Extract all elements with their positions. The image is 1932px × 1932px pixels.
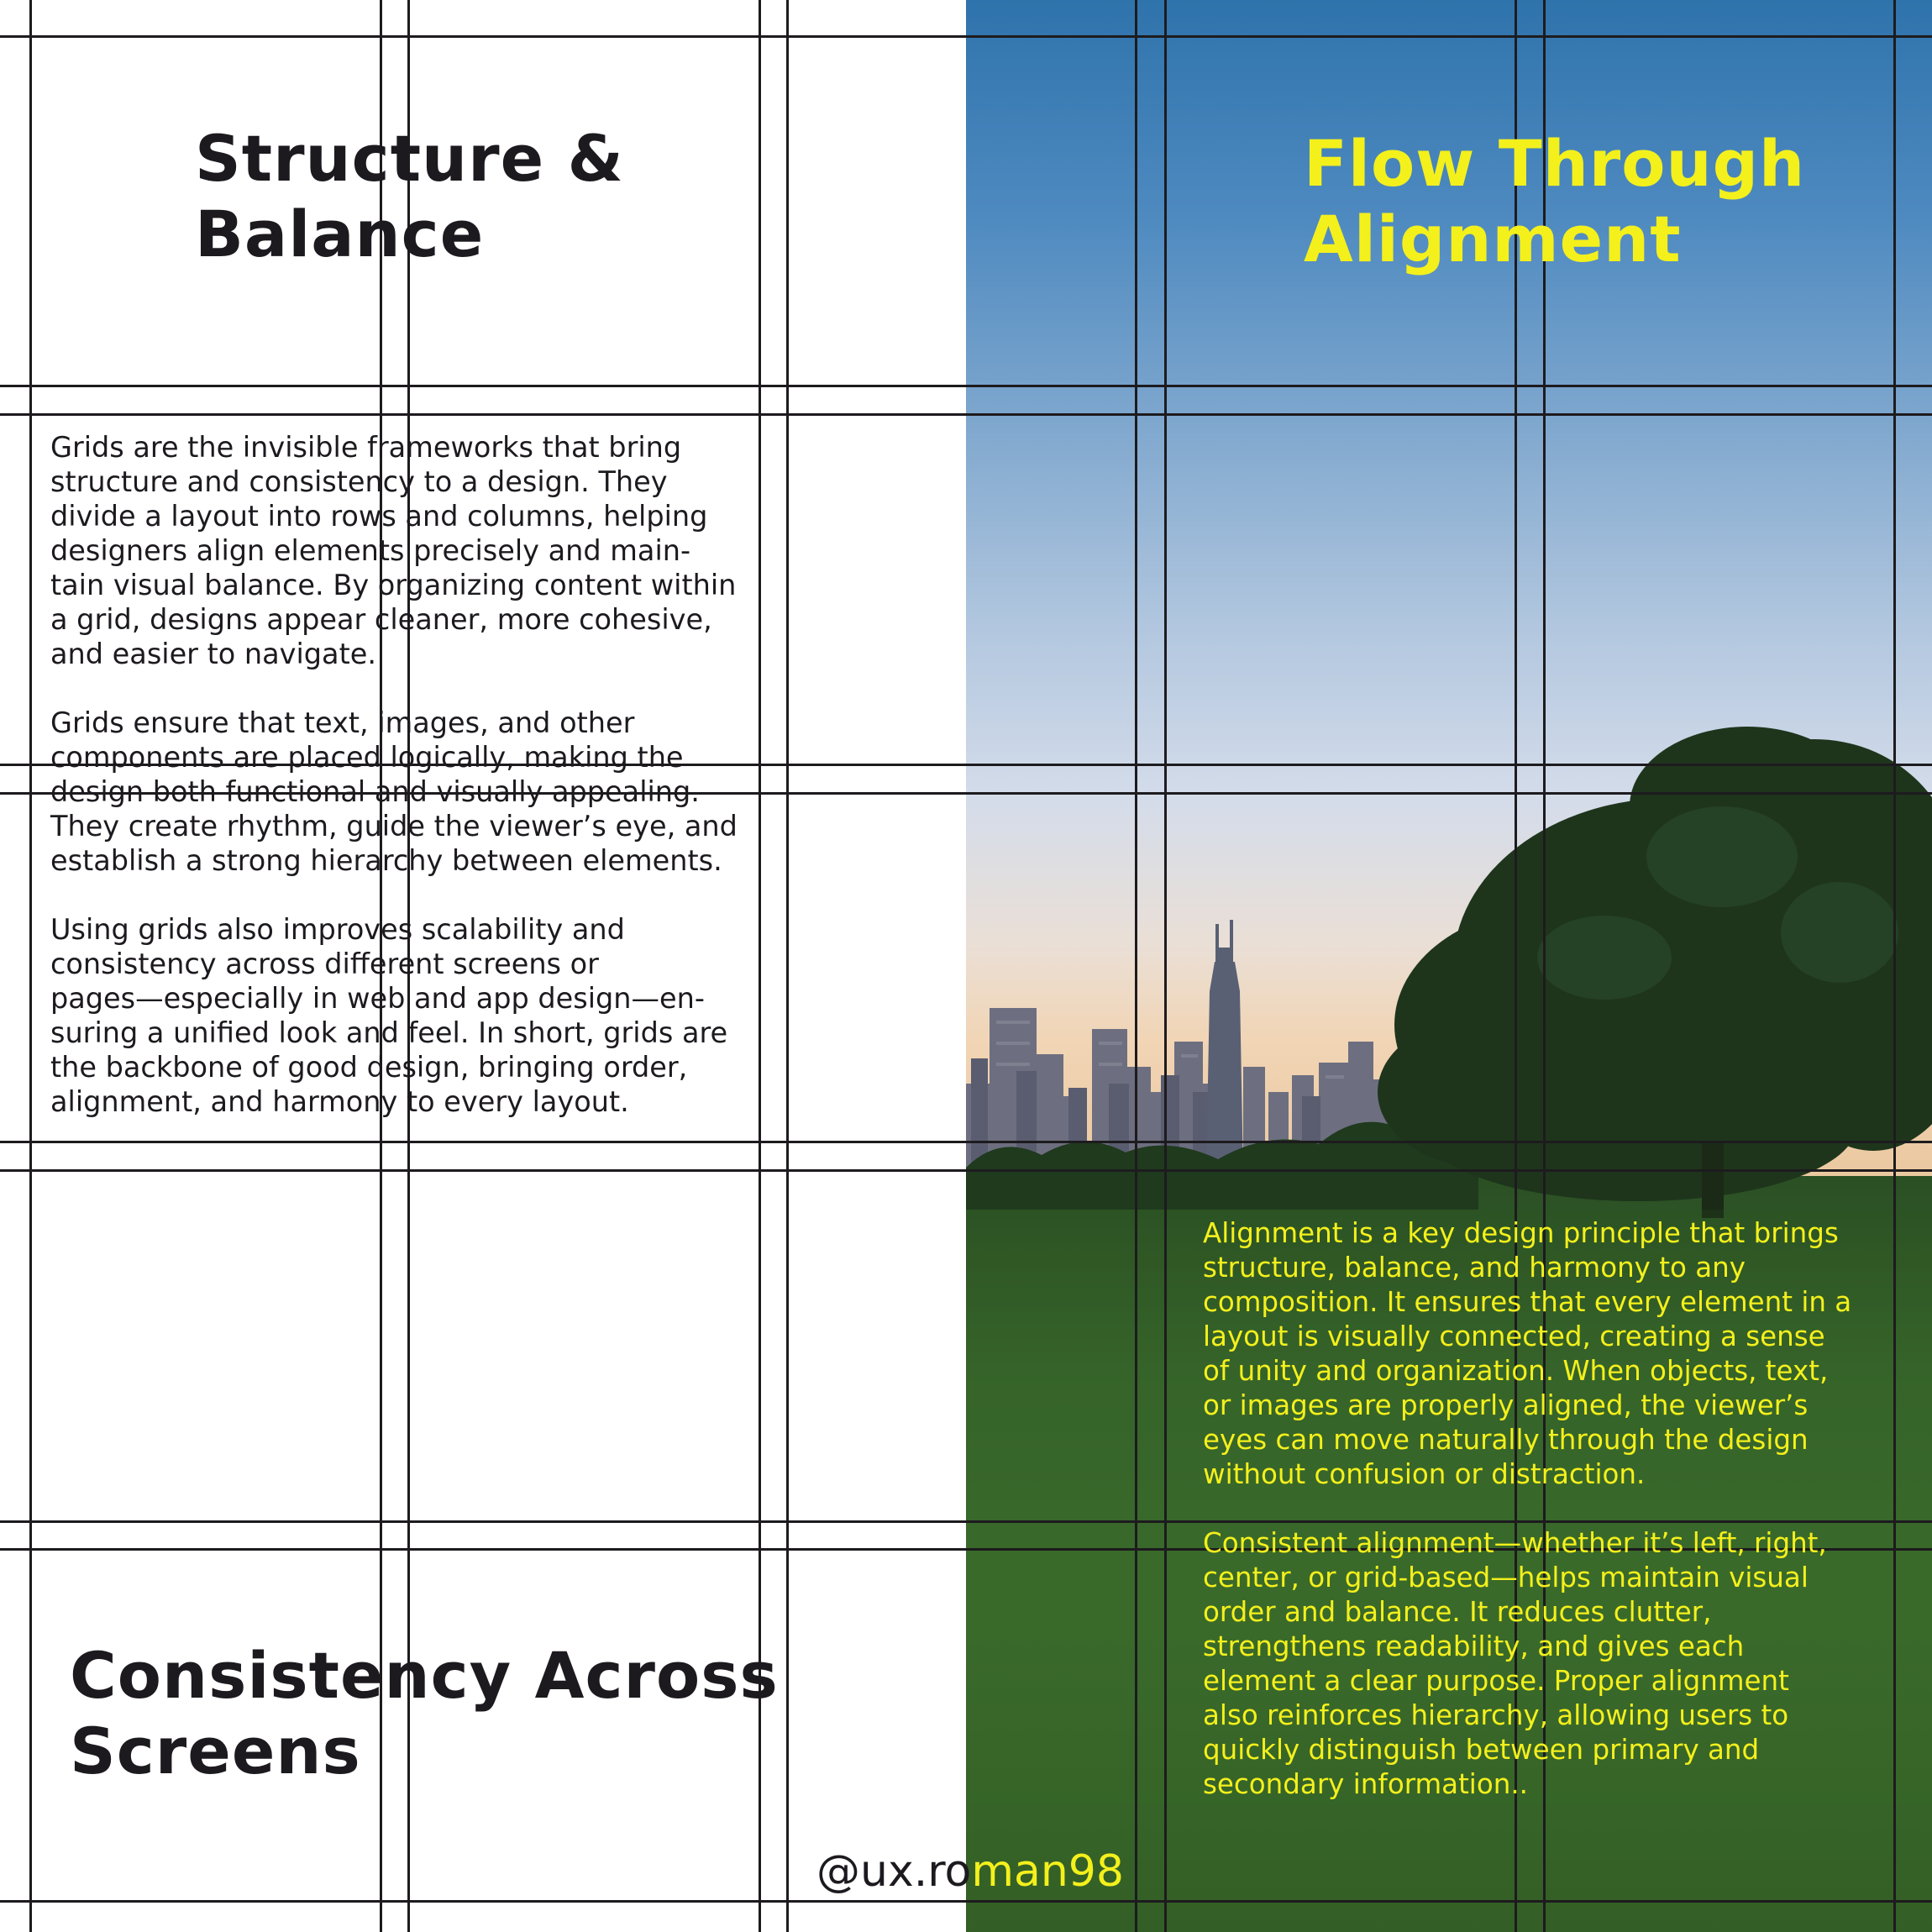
flow-alignment-title: Flow Through Alignment bbox=[1304, 126, 1806, 276]
grid-line bbox=[0, 1141, 1932, 1143]
grid-line bbox=[0, 385, 1932, 387]
grids-paragraph-2: Grids ensure that text, images, and other components are placed logically, making the design both functional and visually appealing. They create rhythm, guide the viewer’s eye, and establish a strong hierarchy between elements. bbox=[50, 706, 738, 877]
grid-line bbox=[29, 0, 32, 1932]
consistency-title: Consistency Across Screens bbox=[70, 1638, 779, 1788]
author-handle bbox=[816, 1845, 1124, 1898]
grids-paragraph-3: Using grids also improves scalability and consistency across different screens or pages—especially in web and app design—en- suring a unified look and feel. In short, grids are the backbone of good design, bringing order, alignment, and harmony to every layout. bbox=[50, 913, 728, 1118]
handle-yellow-part: man98 bbox=[971, 1846, 1124, 1897]
alignment-paragraph-2: Consistent alignment—whether it’s left, right, center, or grid-based—helps maintain visual order and balance. It reduces clutter, strengthens readability, and gives each element a clear purpose. Proper alignment also reinforces hierarchy, allowing users to quickly distinguish between primary and secondary information.. bbox=[1203, 1527, 1827, 1800]
grid-line bbox=[1893, 0, 1896, 1932]
structure-balance-title: Structure & Balance bbox=[195, 121, 624, 271]
grids-paragraph-1: Grids are the invisible frameworks that bring structure and consistency to a design. They divide a layout into rows and columns, helping designers align elements precisely and main- tain visual balance. By organizing content within a grid, designs appear cleaner, more cohesive, and easier to navigate. bbox=[50, 431, 737, 670]
grid-line bbox=[0, 413, 1932, 416]
grid-line bbox=[0, 1169, 1932, 1172]
grid-line bbox=[0, 1900, 1932, 1903]
grid-line bbox=[0, 35, 1932, 38]
alignment-paragraph-1: Alignment is a key design principle that brings structure, balance, and harmony to any composition. It ensures that every element in a layout is visually connected, creating a sense of unity and organization. When objects, text, or images are properly aligned, the viewer’s eyes can move naturally through the design without confusion or distraction. bbox=[1203, 1217, 1852, 1490]
handle-dark-part: @ux.ro bbox=[816, 1846, 972, 1897]
grid-line bbox=[1135, 0, 1137, 1932]
grid-line bbox=[1164, 0, 1167, 1932]
grids-body-text bbox=[50, 430, 756, 1119]
grid-line bbox=[786, 0, 789, 1932]
alignment-body-text bbox=[1203, 1216, 1892, 1802]
